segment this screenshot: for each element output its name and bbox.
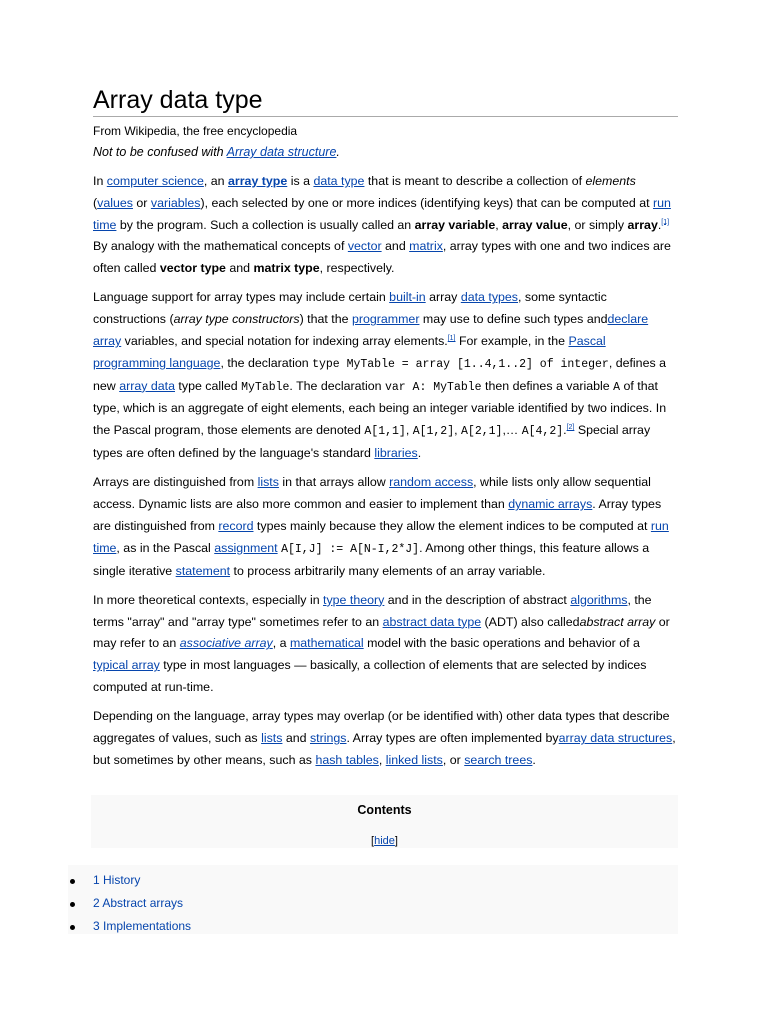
link-array-data-structures[interactable]: array data structures	[558, 731, 673, 746]
bullet-icon	[70, 925, 75, 930]
link-built-in[interactable]: built-in	[389, 290, 426, 305]
link-array-type[interactable]: array type	[228, 174, 288, 188]
paragraph-2: Language support for array types may include certain built-in array data types, some syntactic constructions (array type constructors) that the programmer may use to define such types anddeclare array variables, and special notation for indexing array elements.[1] For example, in the Pascal programming language, the declaration type MyTable = array [1..4,1..2] of integer, defines a new array data type called MyTable. The declaration var A: MyTable then defines a variable A of that type, which is an aggregate of eight elements, each being an integer variable identified by two indices. In the Pascal program, those elements are denoted A[1,1], A[1,2], A[2,1],… A[4,2].[2] Special array types are often defined by the language's standard libraries.	[93, 290, 667, 461]
link-record[interactable]: record	[218, 518, 254, 533]
link-associative-array[interactable]: associative array	[179, 636, 273, 651]
toc-list	[68, 865, 678, 934]
link-pascal[interactable]: Pascal programming language	[93, 334, 606, 370]
paragraph-4: In more theoretical contexts, especially in type theory and in the description of abstract algorithms, the terms "array" and "array type" sometimes refer to an abstract data type (ADT) also calledabstract array or may refer to an associative array, a mathematical model with the basic operations and behavior of a typical array type in most languages — basically, a collection of elements that are selected by indices computed at run-time.	[93, 592, 670, 695]
link-search-trees[interactable]: search trees	[464, 752, 533, 767]
link-programmer[interactable]: programmer	[351, 312, 420, 327]
bullet-icon	[70, 902, 75, 907]
link-variables[interactable]: variables	[150, 195, 201, 210]
article-body	[93, 171, 678, 779]
link-mathematical[interactable]: mathematical	[289, 636, 364, 651]
paragraph-5: Depending on the language, array types may overlap (or be identified with) other data types that describe aggregates of values, such as lists and strings. Array types are often implemented byarray data structures, but sometimes by other means, such as hash tables, linked lists, or search trees.	[93, 709, 676, 767]
toc-link-implementations[interactable]: 3 Implementations	[93, 919, 192, 933]
link-random-access[interactable]: random access	[389, 475, 474, 490]
reference-2[interactable]: [2]	[566, 424, 575, 432]
page-title: Array data type	[93, 85, 678, 117]
link-matrix[interactable]: matrix	[409, 239, 443, 254]
toc-link-history[interactable]: 1 History	[93, 873, 141, 887]
toc-title: Contents	[357, 803, 412, 817]
link-linked-lists[interactable]: linked lists	[385, 752, 443, 767]
reference-1[interactable]: [1]	[661, 218, 670, 226]
link-data-type[interactable]: data type	[313, 174, 365, 188]
paragraph-3: Arrays are distinguished from lists in that arrays allow random access, while lists only allow sequential access. Dynamic lists are also more common and easier to implement than dynamic arrays. Array types are distinguished from record types mainly because they allow the element indices to be computed at run time, as in the Pascal assignment A[I,J] := A[N-I,2*J]. Among other things, this feature allows a single iterative statement to process arbitrarily many elements of an array variable.	[93, 475, 669, 578]
link-array-data-structure[interactable]: Array data structure	[226, 145, 337, 159]
bullet-icon	[70, 879, 75, 884]
link-values[interactable]: values	[97, 195, 133, 210]
link-dynamic-arrays[interactable]: dynamic arrays	[508, 497, 593, 512]
reference-1[interactable]: [1]	[447, 334, 456, 342]
toc-link-abstract-arrays[interactable]: 2 Abstract arrays	[93, 896, 184, 910]
link-algorithms[interactable]: algorithms	[570, 592, 628, 607]
link-hash-tables[interactable]: hash tables	[315, 752, 379, 767]
link-strings[interactable]: strings	[309, 731, 347, 746]
link-lists[interactable]: lists	[261, 731, 283, 746]
site-subtitle: From Wikipedia, the free encyclopedia	[93, 124, 298, 138]
link-run-time[interactable]: run time	[93, 518, 669, 555]
link-computer-science[interactable]: computer science	[106, 174, 204, 188]
link-type-theory[interactable]: type theory	[323, 592, 385, 607]
table-of-contents	[91, 795, 678, 848]
link-data-types[interactable]: data types	[460, 290, 518, 305]
link-run-time[interactable]: run time	[93, 195, 671, 232]
link-lists[interactable]: lists	[257, 475, 279, 490]
link-array-data[interactable]: array data	[119, 378, 175, 393]
toc-hide-link[interactable]: hide	[374, 835, 395, 847]
link-statement[interactable]: statement	[175, 563, 231, 578]
link-vector[interactable]: vector	[347, 239, 382, 254]
toc-hide-control: [hide]	[371, 835, 398, 847]
paragraph-1: In computer science, an array type is a data type that is meant to describe a collection of elements (values or variables), each selected by one or more indices (identifying keys) that can be computed at run time by the program. Such a collection is usually called an array variable, array value, or simply array.[1] By analogy with the mathematical concepts of vector and matrix, array types with one and two indices are often called vector type and matrix type, respectively.	[93, 174, 671, 276]
hatnote-prefix: Not to be confused with	[93, 145, 227, 159]
link-declare-array[interactable]: declare array	[93, 312, 649, 349]
link-assignment[interactable]: assignment	[214, 540, 278, 555]
link-typical-array[interactable]: typical array	[93, 658, 160, 673]
hatnote	[93, 145, 340, 159]
link-abstract-data-type[interactable]: abstract data type	[382, 614, 482, 629]
hatnote-suffix: .	[336, 145, 340, 159]
link-libraries[interactable]: libraries	[374, 446, 418, 461]
